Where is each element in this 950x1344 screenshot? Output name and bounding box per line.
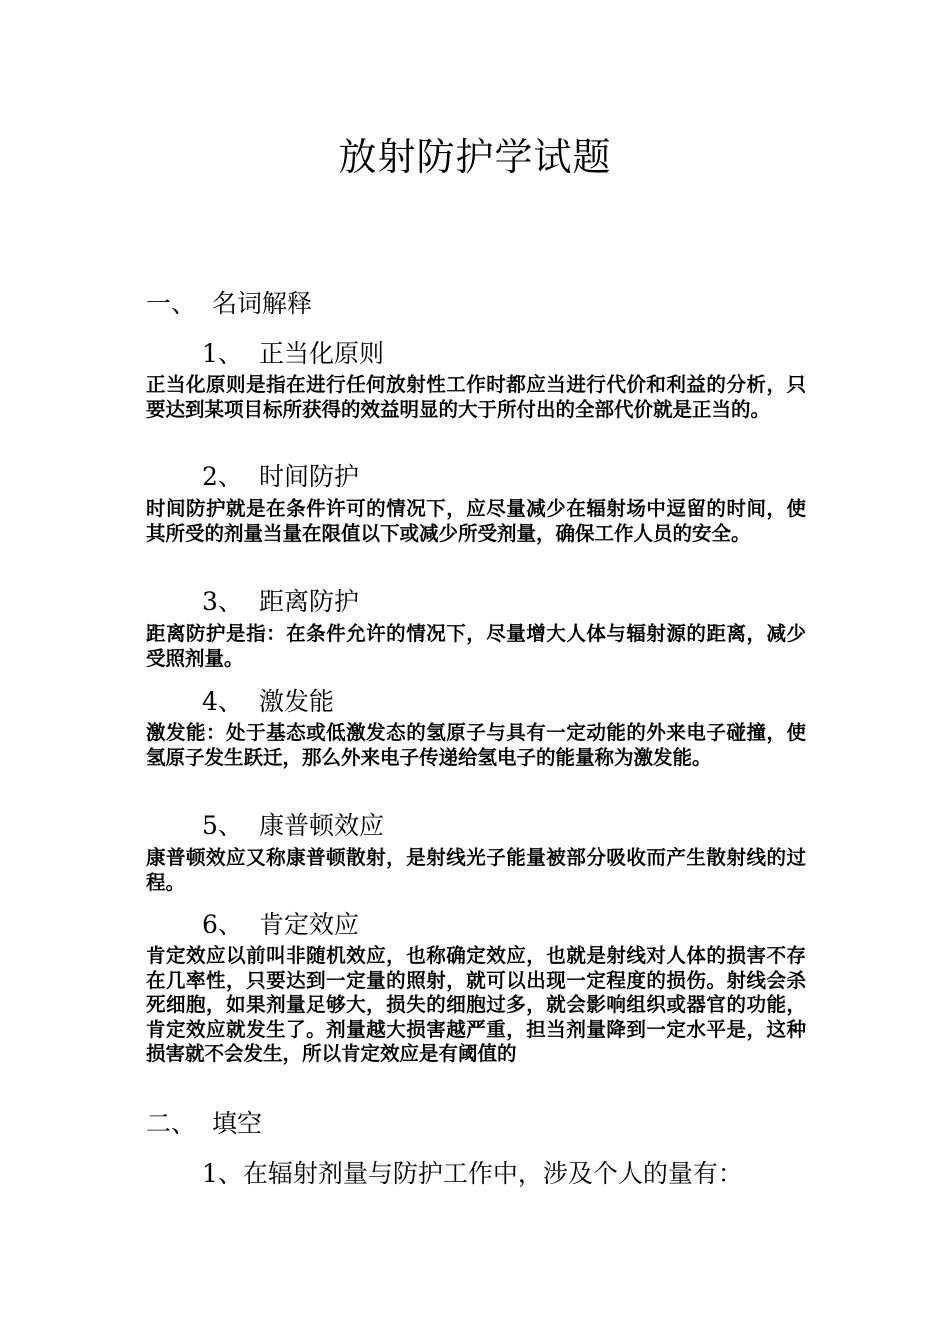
- term-heading-4: [202, 682, 334, 718]
- section-title: 名词解释: [212, 289, 313, 318]
- term-heading-1: [202, 334, 384, 370]
- term-title: 康普顿效应: [259, 811, 385, 840]
- term-title: 肯定效应: [259, 910, 360, 939]
- term-number: 2、: [202, 462, 243, 491]
- term-heading-6: [202, 905, 359, 941]
- term-heading-2: [202, 457, 359, 493]
- term-definition-4: 激发能：处于基态或低激发态的氢原子与具有一定动能的外来电子碰撞，使氢原子发生跃迁，那么外来电子传递给氢电子的能量称为激发能。: [146, 721, 806, 769]
- term-definition-1: 正当化原则是指在进行任何放射性工作时都应当进行代价和利益的分析，只要达到某项目标所获得的效益明显的大于所付出的全部代价就是正当的。: [146, 373, 806, 421]
- term-title: 激发能: [259, 687, 335, 716]
- section-heading-2: [146, 1104, 262, 1140]
- term-definition-6: 肯定效应以前叫非随机效应，也称确定效应，也就是射线对人体的损害不存在几率性，只要达到一定量的照射，就可以出现一定程度的损伤。射线会杀死细胞，如果剂量足够大，损失的细胞过多，就会影响组织或器官的功能，肯定效应就发生了。剂量越大损害越严重，担当剂量降到一定水平是，这种损害就不会发生，所以肯定效应是有阈值的: [146, 944, 806, 1065]
- section-title: 填空: [212, 1109, 263, 1138]
- fill-in-question-1: 1、在辐射剂量与防护工作中，涉及个人的量有：: [202, 1159, 743, 1188]
- term-title: 时间防护: [259, 462, 360, 491]
- term-number: 6、: [202, 910, 243, 939]
- page-title: 放射防护学试题: [338, 135, 612, 179]
- term-number: 4、: [202, 687, 243, 716]
- term-number: 1、: [202, 339, 243, 368]
- term-definition-5: 康普顿效应又称康普顿散射，是射线光子能量被部分吸收而产生散射线的过程。: [146, 846, 806, 894]
- term-definition-3: 距离防护是指：在条件允许的情况下，尽量增大人体与辐射源的距离，减少受照剂量。: [146, 622, 806, 670]
- term-definition-2: 时间防护就是在条件许可的情况下，应尽量减少在辐射场中逗留的时间，使其所受的剂量当量在限值以下或减少所受剂量，确保工作人员的安全。: [146, 497, 806, 545]
- term-number: 5、: [202, 811, 243, 840]
- term-heading-3: [202, 582, 359, 618]
- section-number: 二、: [146, 1109, 197, 1138]
- term-title: 距离防护: [259, 587, 360, 616]
- section-number: 一、: [146, 289, 197, 318]
- section-heading-1: [146, 284, 312, 320]
- term-number: 3、: [202, 587, 243, 616]
- term-heading-5: [202, 806, 384, 842]
- term-title: 正当化原则: [259, 339, 385, 368]
